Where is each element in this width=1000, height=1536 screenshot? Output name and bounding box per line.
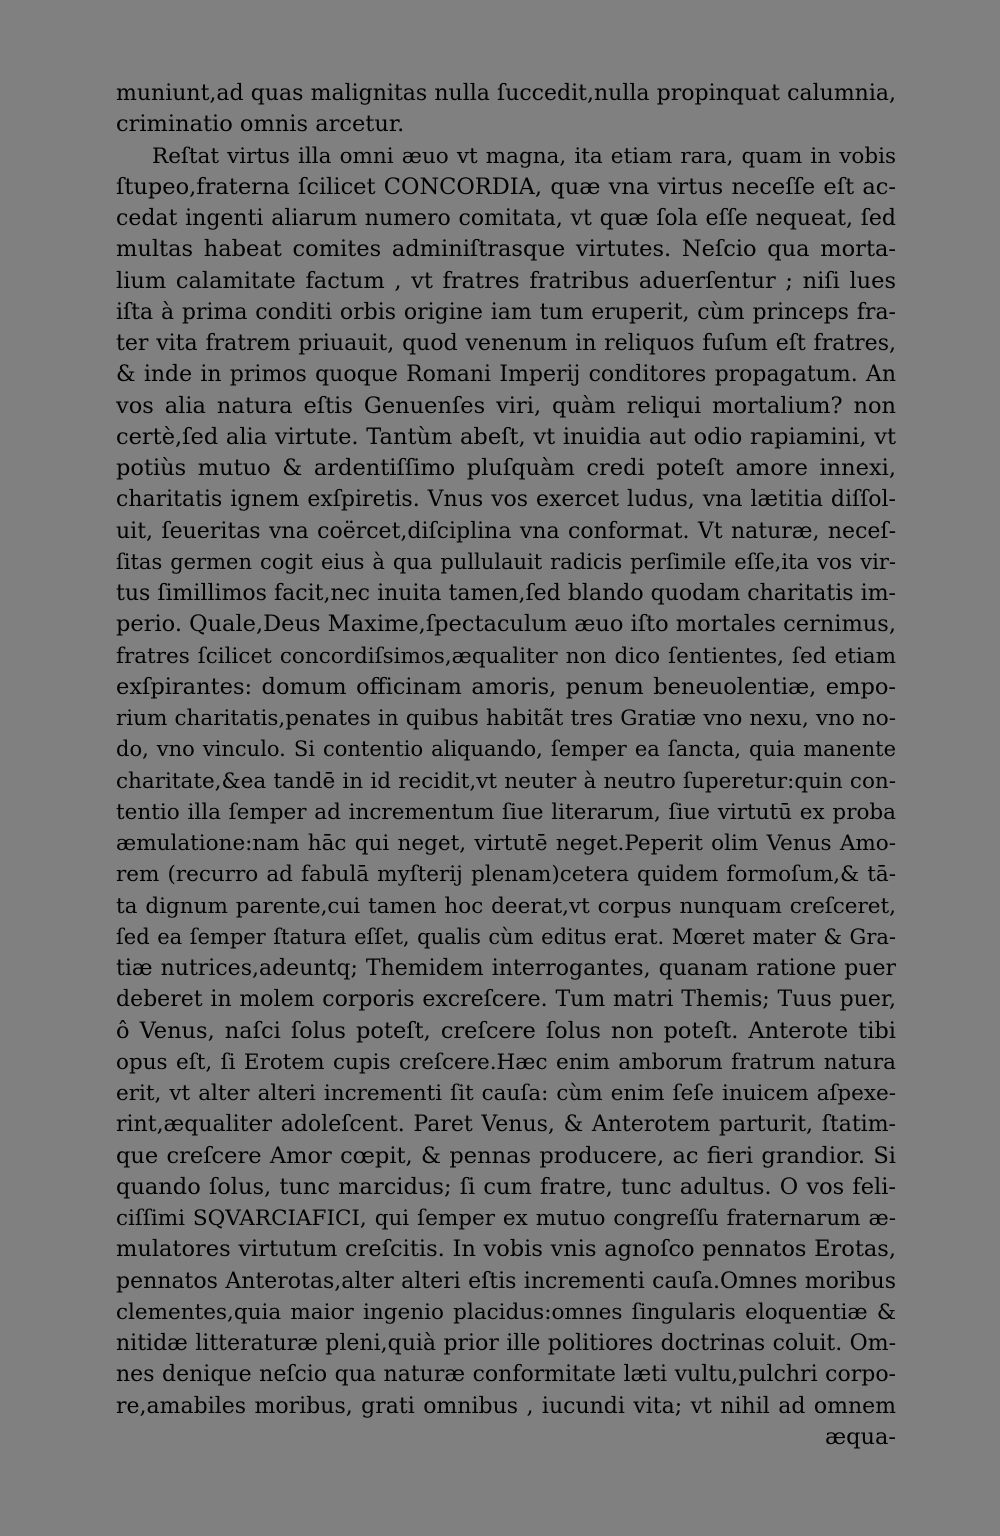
text-line: ſitas germen cogit eius à qua pullulauit radicis perſimile eſſe,ita vos vir- bbox=[116, 549, 896, 574]
text-line: re,amabiles moribus, grati omnibus , iucundi vita; vt nihil ad omnem bbox=[116, 1393, 896, 1419]
text-line: charitate,&ea tandē in id recidit,vt neuter à neutro ſuperetur:quin con- bbox=[116, 768, 896, 794]
text-line: deberet in molem corporis excreſcere. Tum matri Themis; Tuus puer, bbox=[116, 987, 896, 1013]
latin-text-block bbox=[116, 78, 896, 1453]
text-line: exſpirantes: domum officinam amoris, penum beneuolentiæ, empo- bbox=[116, 673, 896, 700]
text-line: ſed ea ſemper ſtatura eſſet, qualis cùm editus erat. Mœret mater & Gra- bbox=[116, 924, 896, 949]
text-line: nes denique neſcio qua naturæ conformitate læti vultu,pulchri corpo- bbox=[116, 1362, 896, 1388]
text-line: æmulatione:nam hāc qui neget, virtutē neget.Peperit olim Venus Amo- bbox=[116, 831, 896, 856]
text-line: tentio illa ſemper ad incrementum ſiue literarum, ſiue virtutū ex proba bbox=[116, 799, 896, 825]
text-line: tiæ nutrices,adeuntq; Themidem interrogantes, quanam ratione puer bbox=[116, 956, 896, 981]
text-line: rium charitatis,penates in quibus habitãt tres Gratiæ vno nexu, vno no- bbox=[116, 706, 896, 731]
text-line: pennatos Anterotas,alter alteri eſtis incrementi cauſa.Omnes moribus bbox=[116, 1268, 896, 1294]
text-line: criminatio omnis arcetur. bbox=[116, 111, 405, 138]
text-line: iſta à prima conditi orbis origine iam tum eruperit, cùm princeps fra- bbox=[116, 299, 896, 325]
text-line: Reſtat virtus illa omni æuo vt magna, ita etiam rara, quam in vobis bbox=[152, 143, 896, 169]
text-line: que creſcere Amor cœpit, & pennas producere, ac fieri grandior. Si bbox=[116, 1142, 896, 1169]
text-line: opus eſt, ſi Erotem cupis creſcere.Hæc enim amborum fratrum natura bbox=[116, 1049, 896, 1075]
text-line: rint,æqualiter adoleſcent. Paret Venus, & Anterotem parturit, ſtatim- bbox=[116, 1112, 896, 1138]
text-line: ciſſimi SQVARCIAFICI, qui ſemper ex mutuo congreſſu fraternarum æ- bbox=[116, 1206, 896, 1231]
text-line: clementes,quia maior ingenio placidus:omnes ſingularis eloquentiæ & bbox=[116, 1299, 896, 1325]
text-line: ter vita fratrem priuauit, quod venenum in reliquos fuſum eſt fratres, bbox=[116, 331, 896, 356]
text-line: tus ſimillimos facit,nec inuita tamen,ſed blando quodam charitatis im- bbox=[116, 581, 896, 606]
text-line: potiùs mutuo & ardentiſſimo pluſquàm credi poteſt amore innexi, bbox=[116, 455, 896, 481]
text-line: uit, ſeueritas vna coërcet,diſciplina vna conformat. Vt naturæ, neceſ- bbox=[116, 518, 896, 544]
text-line: rem (recurro ad fabulā myſterij plenam)cetera quidem formoſum,& tā- bbox=[116, 862, 896, 888]
text-line: do, vno vinculo. Si contentio aliquando, ſemper ea ſancta, quia manente bbox=[116, 737, 896, 762]
text-line: mulatores virtutum creſcitis. In vobis vnis agnoſco pennatos Erotas, bbox=[116, 1236, 896, 1263]
text-line: muniunt,ad quas malignitas nulla ſuccedit,nulla propinquat calumnia, bbox=[116, 81, 896, 106]
catchword: æqua- bbox=[824, 1423, 896, 1450]
text-line: charitatis ignem exſpiretis. Vnus vos exercet ludus, vna lætitia diſſol- bbox=[116, 487, 896, 513]
text-line: ô Venus, naſci ſolus poteſt, creſcere ſolus non poteſt. Anterote tibi bbox=[116, 1017, 896, 1044]
text-line: nitidæ litteraturæ pleni,quià prior ille politiores doctrinas coluit. Om- bbox=[116, 1331, 896, 1356]
text-line: lium calamitate factum , vt fratres fratribus aduerſentur ; niſi lues bbox=[116, 267, 896, 294]
text-line: vos alia natura eſtis Genuenſes viri, quàm reliqui mortalium? non bbox=[116, 392, 896, 419]
text-line: & inde in primos quoque Romani Imperij conditores propagatum. An bbox=[116, 362, 896, 388]
text-line: multas habeat comites adminiſtrasque virtutes. Neſcio qua morta- bbox=[116, 236, 896, 263]
text-line: certè,ſed alia virtute. Tantùm abeſt, vt inuidia aut odio rapiamini, vt bbox=[116, 423, 896, 450]
text-line: ta dignum parente,cui tamen hoc deerat,vt corpus nunquam creſceret, bbox=[116, 893, 896, 919]
text-line: perio. Quale,Deus Maxime,ſpectaculum æuo iſto mortales cernimus, bbox=[116, 611, 896, 638]
text-line: erit, vt alter alteri incrementi ſit cauſa: cùm enim ſeſe inuicem aſpexe- bbox=[116, 1081, 896, 1106]
text-line: cedat ingenti aliarum numero comitata, vt quæ ſola eſſe nequeat, ſed bbox=[116, 206, 896, 231]
text-line: quando ſolus, tunc marcidus; ſi cum fratre, tunc adultus. O vos feli- bbox=[116, 1173, 896, 1200]
text-line: fratres ſcilicet concordiſsimos,æqualiter non dico ſentientes, ſed etiam bbox=[116, 643, 896, 669]
text-line: ſtupeo,fraterna ſcilicet CONCORDIA, quæ vna virtus neceſſe eſt ac- bbox=[116, 173, 896, 200]
